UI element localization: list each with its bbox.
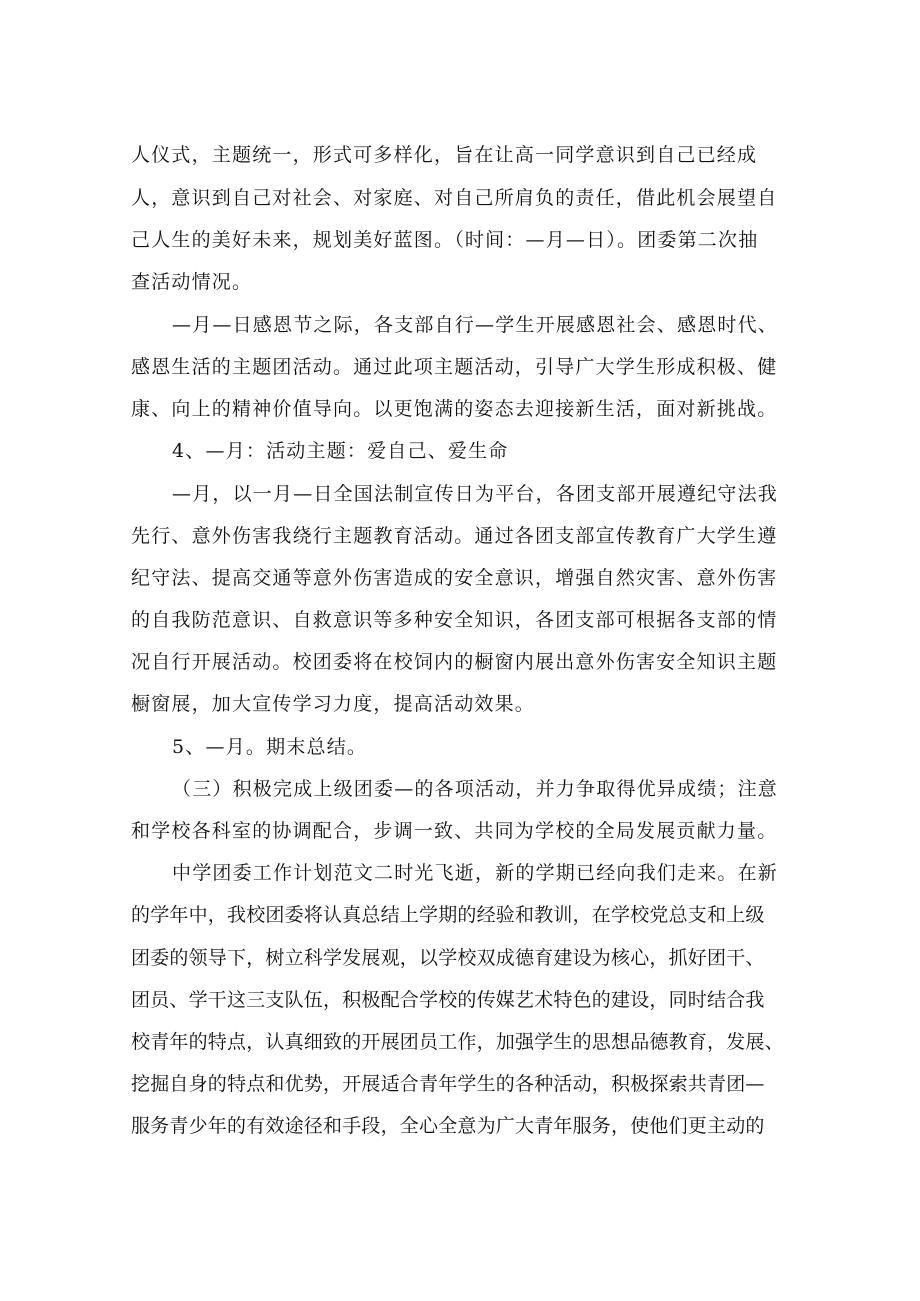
text-line-14: 橱窗展，加大宣传学习力度，提高活动效果。: [131, 693, 536, 715]
text-line-10: 先行、意外伤害我绕行主题教育活动。通过各团支部宣传教育广大学生遵: [131, 525, 778, 547]
text-line-13: 况自行开展活动。校团委将在校饲内的橱窗内展出意外伤害安全知识主题: [131, 651, 778, 673]
text-line-22: 校青年的特点，认真细致的开展团员工作，加强学生的思想品德教育，发展、: [131, 1031, 784, 1053]
text-line-17: 和学校各科室的协调配合，步调一致、共同为学校的全局发展贡献力量。: [131, 820, 778, 842]
text-line-19: 的学年中，我校团委将认真总结上学期的经验和教训，在学校党总支和上级: [131, 904, 765, 926]
text-line-12: 的自我防范意识、自救意识等多种安全知识，各团支部可根据各支部的情: [131, 609, 778, 631]
text-line-11: 纪守法、提高交通等意外伤害造成的安全意识，增强自然灾害、意外伤害: [131, 567, 778, 589]
text-line-8: 4、—月：活动主题：爱自己、爱生命: [172, 440, 509, 462]
text-line-7: 康、向上的精神价值导向。以更饱满的姿态去迎接新生活，面对新挑战。: [131, 398, 778, 420]
text-line-16: （三）积极完成上级团委—的各项活动，并力争取得优异成绩；注意: [172, 778, 779, 800]
text-line-20: 团委的领导下，树立科学发展观，以学校双成德育建设为核心，抓好团干、: [131, 947, 765, 969]
text-line-9: —月，以一月—日全国法制宣传日为平台，各团支部开展遵纪守法我: [172, 483, 779, 505]
text-line-2: 人，意识到自己对社会、对家庭、对自己所肩负的责任，借此机会展望自: [131, 187, 778, 209]
text-line-3: 己人生的美好未来，规划美好蓝图。（时间：—月—日）。团委第二次抽: [131, 229, 759, 251]
text-line-4: 查活动情况。: [131, 271, 253, 293]
text-line-24: 服务青少年的有效途径和手段，全心全意为广大青年服务，使他们更主动的: [131, 1115, 765, 1137]
text-line-23: 挖掘自身的特点和优势，开展适合青年学生的各种活动，积极探索共青团—: [131, 1073, 765, 1095]
text-line-6: 感恩生活的主题团活动。通过此项主题活动，引导广大学生形成积极、健: [131, 356, 778, 378]
text-line-21: 团员、学干这三支队伍，积极配合学校的传媒艺术特色的建设，同时结合我: [131, 989, 765, 1011]
text-line-5: —月—日感恩节之际，各支部自行—学生开展感恩社会、感恩时代、: [172, 314, 779, 336]
text-line-15: 5、—月。期末总结。: [172, 736, 368, 758]
text-line-18: 中学团委工作计划范文二时光飞逝，新的学期已经向我们走来。在新: [172, 862, 779, 884]
text-line-1: 人仪式，主题统一，形式可多样化，旨在让高一同学意识到自己已经成: [131, 144, 758, 166]
